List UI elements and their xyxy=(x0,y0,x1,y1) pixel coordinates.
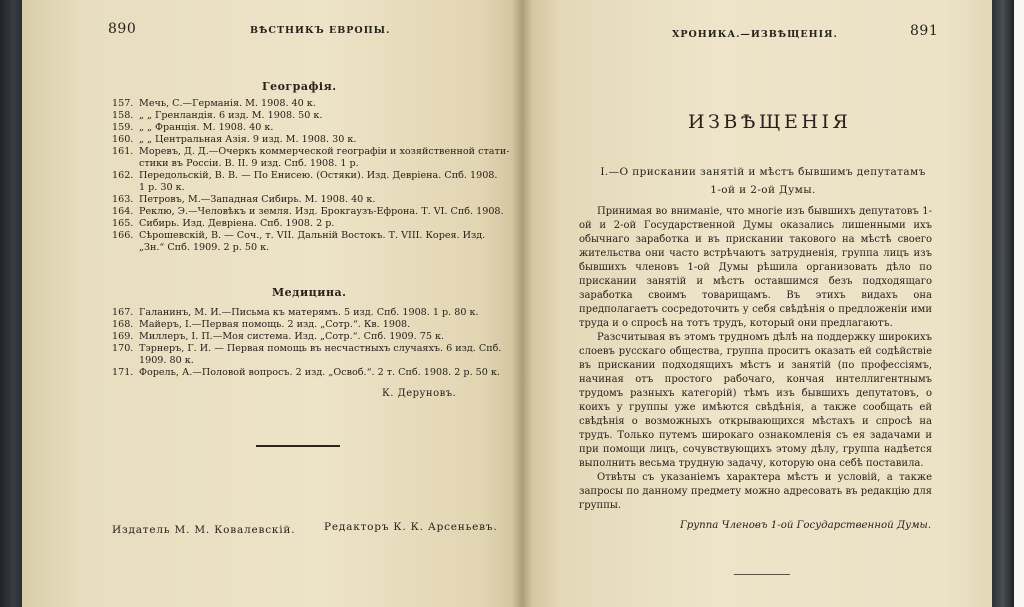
notice-subheading-line1: I.—О прискании занятій и мѣстъ бывшимъ депутатамъ xyxy=(600,166,926,178)
publisher-imprint: Издатель М. М. Ковалевскій. xyxy=(112,524,296,536)
bibliography-entry-line xyxy=(112,343,502,355)
bibliography-entry-line xyxy=(112,230,502,242)
entry-text: Галанинъ, М. И.—Письма къ матерямъ. 5 изд. Спб. 1908. 1 р. 80 к. xyxy=(139,307,479,318)
entry-number: 161. xyxy=(112,146,134,157)
bibliography-entry-line xyxy=(112,331,502,343)
entry-text: Тэрнеръ, Г. И. — Первая помощь въ несчастныхъ случаяхъ. 6 изд. Спб. xyxy=(139,343,502,354)
notice-body xyxy=(579,205,932,513)
entry-text: Реклю, Э.—Человѣкъ и земля. Изд. Брокгаузъ-Ефрона. Т. VI. Спб. 1908. xyxy=(139,206,504,217)
entry-text: 1909. 80 к. xyxy=(139,355,194,366)
entry-text: стики въ Россіи. В. II. 9 изд. Спб. 1908. 1 р. xyxy=(139,158,359,169)
left-page xyxy=(22,0,522,607)
entry-text: „ „ Гренландія. 6 изд. М. 1908. 50 к. xyxy=(139,110,323,121)
entry-text: Мечь, С.—Германія. М. 1908. 40 к. xyxy=(139,98,316,109)
entry-number: 160. xyxy=(112,134,134,145)
notice-paragraph-2: Разсчитывая въ этомъ трудномъ дѣлѣ на поддержку широкихъ слоевъ русскаго общества, группа проситъ оказать ей содѣйствіе въ прискании подходящихъ мѣстъ и занятій (по профессіямъ, начиная отъ простого рабочаго, кончая интеллигентнымъ трудомъ разныхъ категорій) тѣмъ изъ бывшихъ депутатовъ, о коихъ у группы уже имѣются свѣдѣнія, а также сообщать ей свѣдѣнія о возможныхъ открывающихся мѣстахъ и спросѣ на трудъ. Только путемъ широкаго ознакомленія съ ея задачами и при помощи лицъ, сочувствующихъ этому дѣлу, группа надѣется выполнить весьма трудную задачу, которую она себѣ поставила. xyxy=(579,332,932,469)
bibliography-entry-line xyxy=(112,307,502,319)
entry-text: Петровъ, М.—Западная Сибирь. М. 1908. 40 к. xyxy=(139,194,376,205)
bibliography-entry-line xyxy=(112,146,510,158)
editor-imprint: Редакторъ К. К. Арсеньевъ. xyxy=(324,521,498,533)
entry-number: 167. xyxy=(112,307,134,318)
entry-number: 159. xyxy=(112,122,134,133)
entry-text: Майеръ, I.—Первая помощь. 2 изд. „Сотр.“. Кв. 1908. xyxy=(139,319,411,330)
entry-text: „ „ Франція. М. 1908. 40 к. xyxy=(139,122,274,133)
notices-title: ИЗВѢЩЕНІЯ xyxy=(688,111,852,133)
left-running-head: ВѢСТНИКЪ ЕВРОПЫ. xyxy=(250,25,391,36)
bibliography-entry-line xyxy=(112,170,502,182)
entry-number: 157. xyxy=(112,98,134,109)
geography-heading: Географія. xyxy=(262,80,337,93)
bibliography-entry-line xyxy=(112,367,502,379)
geography-list xyxy=(112,98,510,254)
entry-text: Моревъ, Д. Д.—Очеркъ коммерческой географіи и хозяйственной стати- xyxy=(139,146,510,157)
entry-text: „ „ Центральная Азія. 9 изд. М. 1908. 30 к. xyxy=(139,134,357,145)
notice-signature: Группа Членовъ 1-ой Государственной Думы. xyxy=(680,520,932,531)
bibliography-entry-line xyxy=(112,182,502,194)
notice-subheading xyxy=(578,163,948,199)
entry-text: 1 р. 30 к. xyxy=(139,182,185,193)
entry-number: 165. xyxy=(112,218,134,229)
entry-number: 171. xyxy=(112,367,134,378)
bibliography-entry-line xyxy=(112,218,502,230)
entry-number: 168. xyxy=(112,319,134,330)
right-page-number: 891 xyxy=(910,23,939,39)
notice-paragraph-1: Принимая во вниманіе, что многіе изъ бывшихъ депутатовъ 1-ой и 2-ой Государственной Думы оказались лишенными ихъ обычнаго заработка и въ прискании такового на мѣстѣ своего жительства они часто встрѣчаютъ затрудненія, группа лицъ изъ бывшихъ членовъ 1-ой Думы рѣшила организовать дѣло по прискании занятій и мѣстъ оставшимся безъ подходящаго заработка своимъ товарищамъ. Въ этихъ видахъ она предполагаетъ сосредоточить у себя свѣдѣнія о предложеніи ими труда и о спросѣ на тотъ трудъ, который они предлагаютъ. xyxy=(579,206,932,329)
entry-number: 166. xyxy=(112,230,134,241)
bottom-rule xyxy=(734,574,790,575)
bibliography-entry-line xyxy=(112,242,502,254)
book-cover-right-edge xyxy=(992,0,1014,607)
entry-text: Сибирь. Изд. Девріена. Спб. 1908. 2 р. xyxy=(139,218,335,229)
book-gutter xyxy=(512,0,532,607)
notice-subheading-line2: 1-ой и 2-ой Думы. xyxy=(710,184,816,196)
right-page xyxy=(522,0,992,607)
bibliography-entry-line xyxy=(112,194,502,206)
divider-rule xyxy=(256,445,340,447)
bibliography-entry-line xyxy=(112,355,502,367)
entry-text: Миллеръ, I. П.—Моя система. Изд. „Сотр.“. Спб. 1909. 75 к. xyxy=(139,331,445,342)
bibliography-entry-line xyxy=(112,98,502,110)
medicine-list xyxy=(112,307,502,379)
entry-text: Форель, А.—Половой вопросъ. 2 изд. „Освоб.“. 2 т. Спб. 1908. 2 р. 50 к. xyxy=(139,367,500,378)
left-signature: К. Деруновъ. xyxy=(382,388,457,399)
entry-number: 169. xyxy=(112,331,134,342)
entry-number: 158. xyxy=(112,110,134,121)
entry-number: 170. xyxy=(112,343,134,354)
bibliography-entry-line xyxy=(112,122,502,134)
right-running-head: ХРОНИКА.—ИЗВѢЩЕНІЯ. xyxy=(672,29,838,40)
entry-text: Сѣрошевскій, В. — Соч., т. VII. Дальній Востокъ. Т. VIII. Корея. Изд. xyxy=(139,230,486,241)
bibliography-entry-line xyxy=(112,158,502,170)
entry-number: 164. xyxy=(112,206,134,217)
bibliography-entry-line xyxy=(112,110,502,122)
book-cover-left-edge xyxy=(0,0,22,607)
entry-number: 163. xyxy=(112,194,134,205)
entry-text: „Зн.“ Спб. 1909. 2 р. 50 к. xyxy=(139,242,270,253)
entry-number: 162. xyxy=(112,170,134,181)
medicine-heading: Медицина. xyxy=(272,286,347,299)
left-page-number: 890 xyxy=(108,21,137,37)
bibliography-entry-line xyxy=(112,134,502,146)
notice-paragraph-3: Отвѣты съ указаніемъ характера мѣстъ и условій, а также запросы по данному предмету можно адресовать въ редакцію для группы. xyxy=(579,472,932,511)
bibliography-entry-line xyxy=(112,319,502,331)
entry-text: Передольскій, В. В. — По Енисею. (Остяки). Изд. Девріена. Спб. 1908. xyxy=(139,170,498,181)
bibliography-entry-line xyxy=(112,206,502,218)
